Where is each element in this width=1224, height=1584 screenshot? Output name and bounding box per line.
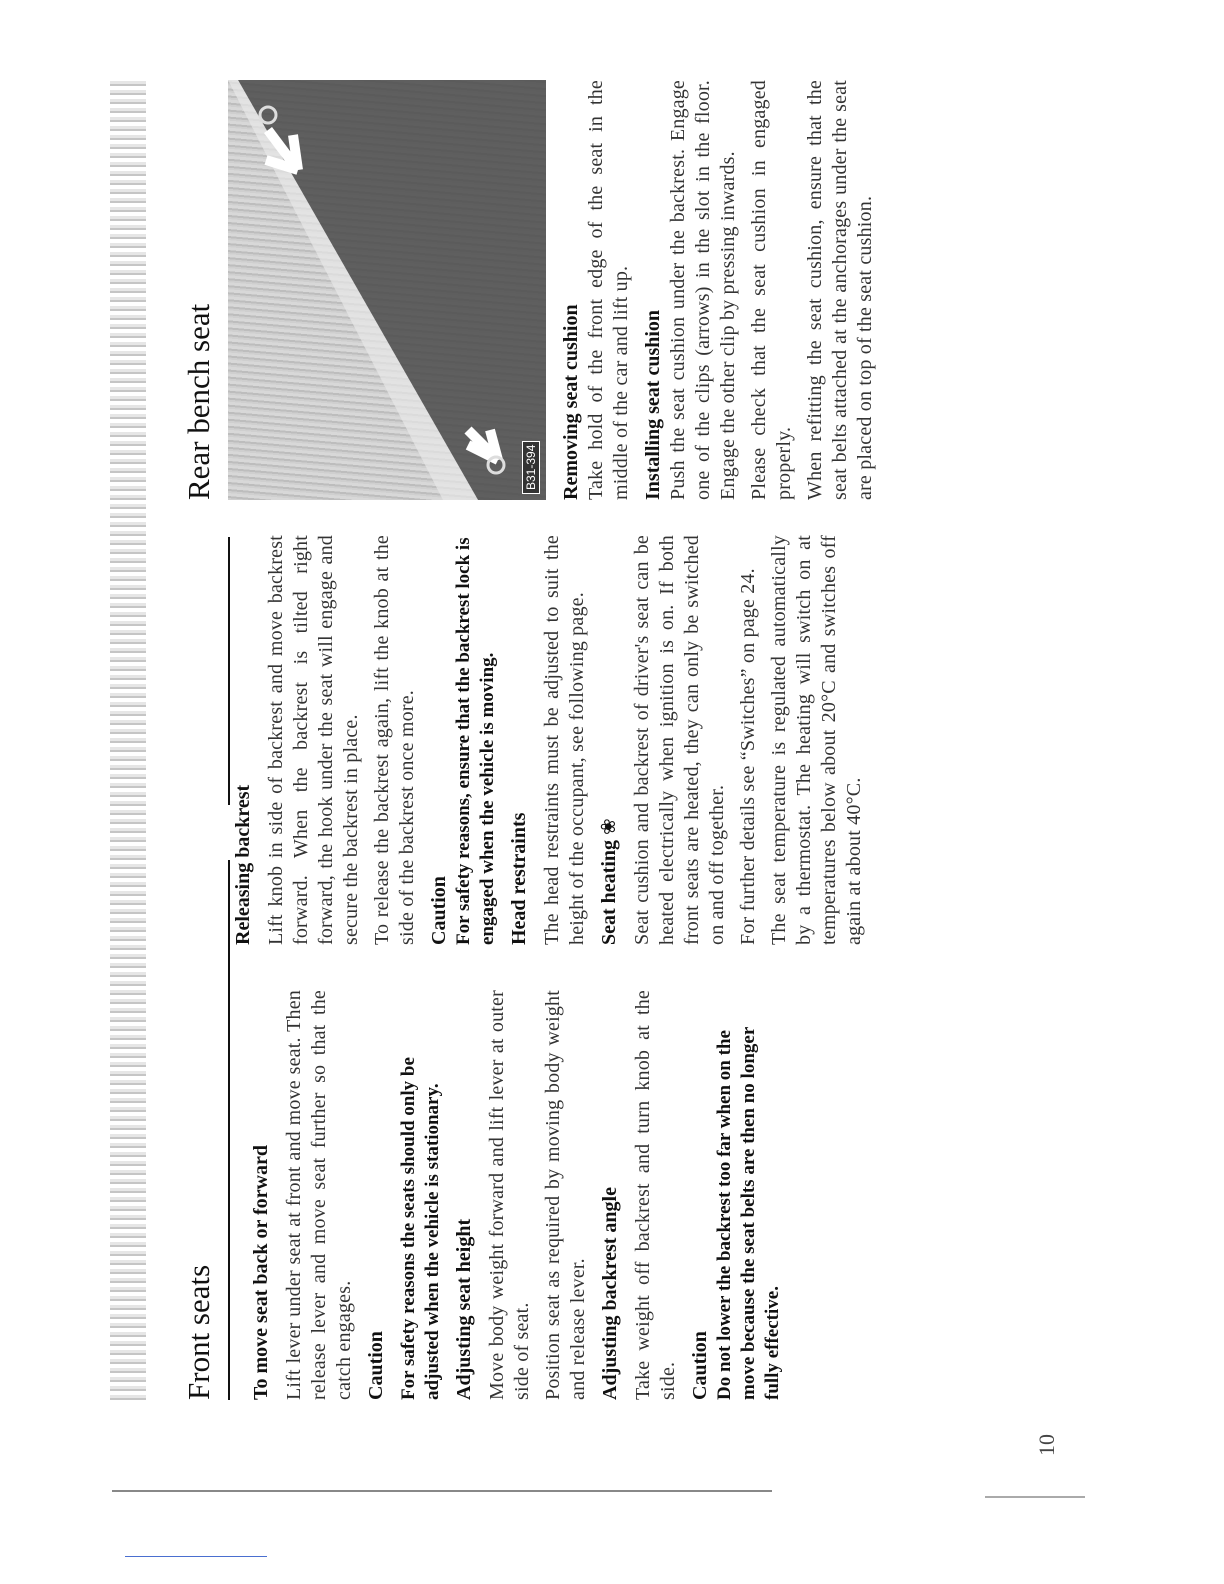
caution-heading-3: Caution (428, 876, 450, 945)
seat-heating-text-3: The seat temperature is regulated automatically by a thermostat. The heating will switch on at temperatures below about 20°C and switches off again at about 40°C. (768, 535, 865, 945)
seat-height-text-2: Position seat as required by moving body weight and release lever. (542, 990, 589, 1400)
bottom-scan-line-2 (985, 1496, 1085, 1498)
installing-cushion-text-2: Please check that the seat cushion in engaged properly. (748, 80, 795, 500)
caution-heading-2: Caution (689, 1331, 711, 1400)
caution-text-2: Do not lower the backrest too far when on the move because the seat belts are then no longer fully effective. (714, 1027, 783, 1400)
removing-cushion-text: Take hold of the front edge of the seat in the middle of the car and lift up. (585, 80, 632, 500)
middle-rule (228, 537, 230, 805)
seat-heating-label: Seat heating (598, 840, 620, 945)
rear-bench-text (558, 80, 884, 500)
releasing-backrest-heading: Releasing backrest (232, 784, 254, 945)
bottom-blue-line (125, 1556, 267, 1557)
backrest-angle-heading: Adjusting backrest angle (599, 1187, 621, 1400)
releasing-backrest-text-2: To release the backrest again, lift the knob at the side of the backrest once more. (371, 535, 418, 945)
seat-cushion-photo (228, 80, 546, 500)
header-dot-band (110, 80, 146, 1400)
middle-column (230, 535, 873, 945)
move-seat-text: Lift lever under seat at front and move seat. Then release lever and move seat further so that the catch engages. (283, 990, 355, 1400)
heating-symbol-icon: ❀ (598, 818, 620, 835)
front-seats-title: Front seats (181, 1264, 216, 1400)
installing-cushion-text-3: When refitting the seat cushion, ensure that the seat belts attached at the anchorages under the seat are placed on top of the seat cushion. (804, 80, 876, 500)
installing-cushion-text: Push the seat cushion under the backrest. Engage one of the clips (arrows) in the slot in the floor. Engage the other clip by pressing inwards. (667, 80, 739, 500)
seat-height-text: Move body weight forward and lift lever at outer side of seat. (486, 990, 533, 1400)
photo-code-label: B31-394 (522, 441, 540, 494)
removing-cushion-heading: Removing seat cushion (560, 304, 582, 500)
head-restraints-heading: Head restraints (508, 812, 530, 945)
seat-height-heading: Adjusting seat height (453, 1218, 475, 1400)
rotated-page-content (180, 40, 1060, 1400)
move-seat-heading: To move seat back or forward (250, 1145, 272, 1400)
backrest-angle-text: Take weight off backrest and turn knob at the side. (632, 990, 679, 1400)
caution-heading: Caution (365, 1331, 387, 1400)
seat-heating-text: Seat cushion and backrest of driver's seat can be heated electrically when ignition is on. If both front seats are heated, they can only be switched on and off together. (631, 535, 728, 945)
rear-bench-title: Rear bench seat (181, 303, 216, 500)
caution-text: For safety reasons the seats should only be adjusted when the vehicle is stationary. (398, 1057, 443, 1400)
bottom-scan-line (112, 1490, 772, 1492)
head-restraints-text: The head restraints must be adjusted to suit the height of the occupant, see following page. (541, 535, 588, 945)
rear-bench-column (180, 80, 218, 500)
front-seats-column (180, 990, 791, 1400)
photo-illustration (228, 80, 546, 500)
installing-cushion-heading: Installing seat cushion (642, 309, 664, 500)
releasing-backrest-text: Lift knob in side of backrest and move backrest forward. When the backrest is tilted right forward, the hook under the seat will engage and secure the backrest in place. (265, 535, 362, 945)
seat-heating-heading (596, 535, 622, 945)
seat-heating-text-2: For further details see “Switches” on page 24. (737, 568, 759, 945)
caution-text-3: For safety reasons, ensure that the backrest lock is engaged when the vehicle is moving. (453, 537, 498, 945)
page-number: 10 (1034, 1434, 1059, 1456)
